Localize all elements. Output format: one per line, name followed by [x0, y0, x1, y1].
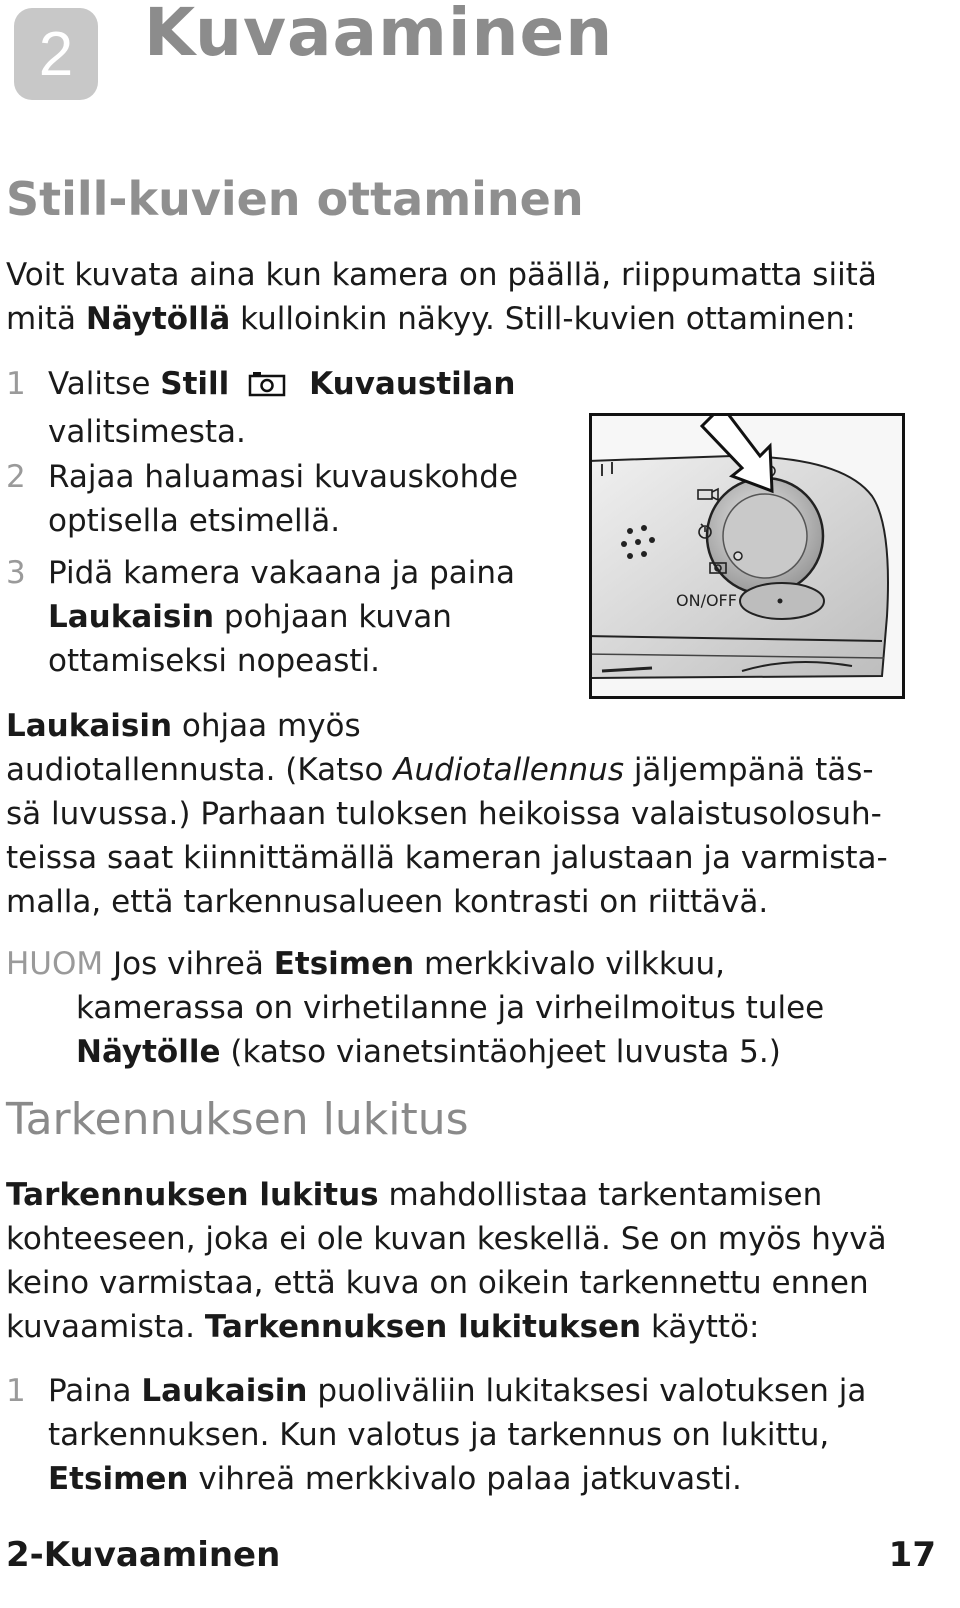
- text: jäljempänä täs-: [623, 752, 874, 788]
- text: tarkennuksen. Kun valotus ja tarkennus on lukittu,: [48, 1417, 830, 1453]
- text: (katso vianetsintäohjeet luvusta 5.): [220, 1034, 781, 1070]
- text: Jos vihreä: [103, 946, 274, 982]
- step-text: [48, 551, 566, 683]
- text: Valitse: [48, 366, 161, 402]
- note-block: [6, 942, 936, 1074]
- text: pohjaan kuvan: [214, 599, 452, 635]
- chapter-title: Kuvaaminen: [144, 0, 614, 71]
- bold-term: Näytöllä: [85, 301, 231, 337]
- intro-line-1: Voit kuvata aina kun kamera on päällä, riippumatta siitä: [6, 257, 877, 293]
- bold-term: Laukaisin: [6, 708, 173, 744]
- para-line: kohteeseen, joka ei ole kuvan keskellä. Se on myös hyvä: [6, 1221, 887, 1257]
- step-text: [48, 1369, 936, 1501]
- para-line: [6, 1305, 936, 1349]
- text: Paina: [48, 1373, 142, 1409]
- italic-term: Audiotallennus: [393, 752, 624, 788]
- shutter-paragraph: [6, 704, 936, 924]
- text: mitä: [6, 301, 86, 337]
- intro-paragraph: [6, 253, 936, 341]
- note-line: [6, 942, 936, 986]
- para-line: [6, 704, 936, 748]
- section-title-focus-lock: Tarkennuksen lukitus: [6, 1094, 469, 1145]
- text: Rajaa haluamasi kuvauskohde: [48, 459, 519, 495]
- step-3: [6, 551, 566, 683]
- step-number: 3: [6, 555, 26, 591]
- page-number: 17: [888, 1535, 936, 1575]
- text: kulloinkin näkyy. Still-kuvien ottaminen:: [230, 301, 856, 337]
- focus-lock-step-1: [6, 1369, 936, 1501]
- on-off-label: ON/OFF: [676, 591, 737, 610]
- bold-term: Etsimen: [48, 1461, 189, 1497]
- step-number: 1: [6, 366, 26, 402]
- text: optisella etsimellä.: [48, 503, 341, 539]
- focus-lock-paragraph: [6, 1173, 936, 1349]
- note-label: HUOM: [6, 946, 104, 982]
- text: valitsimesta.: [48, 414, 246, 450]
- bold-term: Kuvaustilan: [309, 366, 516, 402]
- camera-top-drawing: [592, 416, 902, 696]
- bold-term: Tarkennuksen lukituksen: [204, 1309, 642, 1345]
- step-1: [6, 362, 566, 454]
- text: merkkivalo vilkkuu,: [414, 946, 726, 982]
- text: vihreä merkkivalo palaa jatkuvasti.: [188, 1461, 742, 1497]
- bold-term: Still: [160, 366, 230, 402]
- intro-line-2: [6, 297, 936, 341]
- camera-mode-icon: [247, 366, 287, 410]
- step-2: [6, 455, 566, 543]
- para-line: teissa saat kiinnittämällä kameran jalustaan ja varmista-: [6, 840, 888, 876]
- para-line: [6, 748, 936, 792]
- para-line: keino varmistaa, että kuva on oikein tarkennettu ennen: [6, 1265, 869, 1301]
- bold-term: Laukaisin: [141, 1373, 308, 1409]
- text: Pidä kamera vakaana ja paina: [48, 555, 516, 591]
- chapter-number-badge: 2: [14, 8, 98, 100]
- text: mahdollistaa tarkentamisen: [378, 1177, 823, 1213]
- step-text: [48, 455, 566, 543]
- section-title-still: Still-kuvien ottaminen: [6, 172, 584, 226]
- text: puoliväliin lukitaksesi valotuksen ja: [307, 1373, 867, 1409]
- bold-term: Tarkennuksen lukitus: [6, 1177, 379, 1213]
- para-line: [6, 1173, 936, 1217]
- text: käyttö:: [641, 1309, 760, 1345]
- step-number: 2: [6, 459, 26, 495]
- note-line: [76, 1030, 936, 1074]
- bold-term: Laukaisin: [48, 599, 215, 635]
- note-line: kamerassa on virhetilanne ja virheilmoitus tulee: [76, 990, 825, 1026]
- bold-term: Näytölle: [76, 1034, 221, 1070]
- step-text: [48, 362, 566, 454]
- text: ottamiseksi nopeasti.: [48, 643, 381, 679]
- para-line: sä luvussa.) Parhaan tuloksen heikoissa valaistusolosuh-: [6, 796, 882, 832]
- text: ohjaa myös: [172, 708, 361, 744]
- para-line: malla, että tarkennusalueen kontrasti on riittävä.: [6, 884, 769, 920]
- footer-chapter-label: 2-Kuvaaminen: [6, 1535, 281, 1575]
- text: audiotallennusta. (Katso: [6, 752, 394, 788]
- camera-illustration: [589, 413, 905, 699]
- bold-term: Etsimen: [273, 946, 415, 982]
- step-number: 1: [6, 1373, 26, 1409]
- text: kuvaamista.: [6, 1309, 205, 1345]
